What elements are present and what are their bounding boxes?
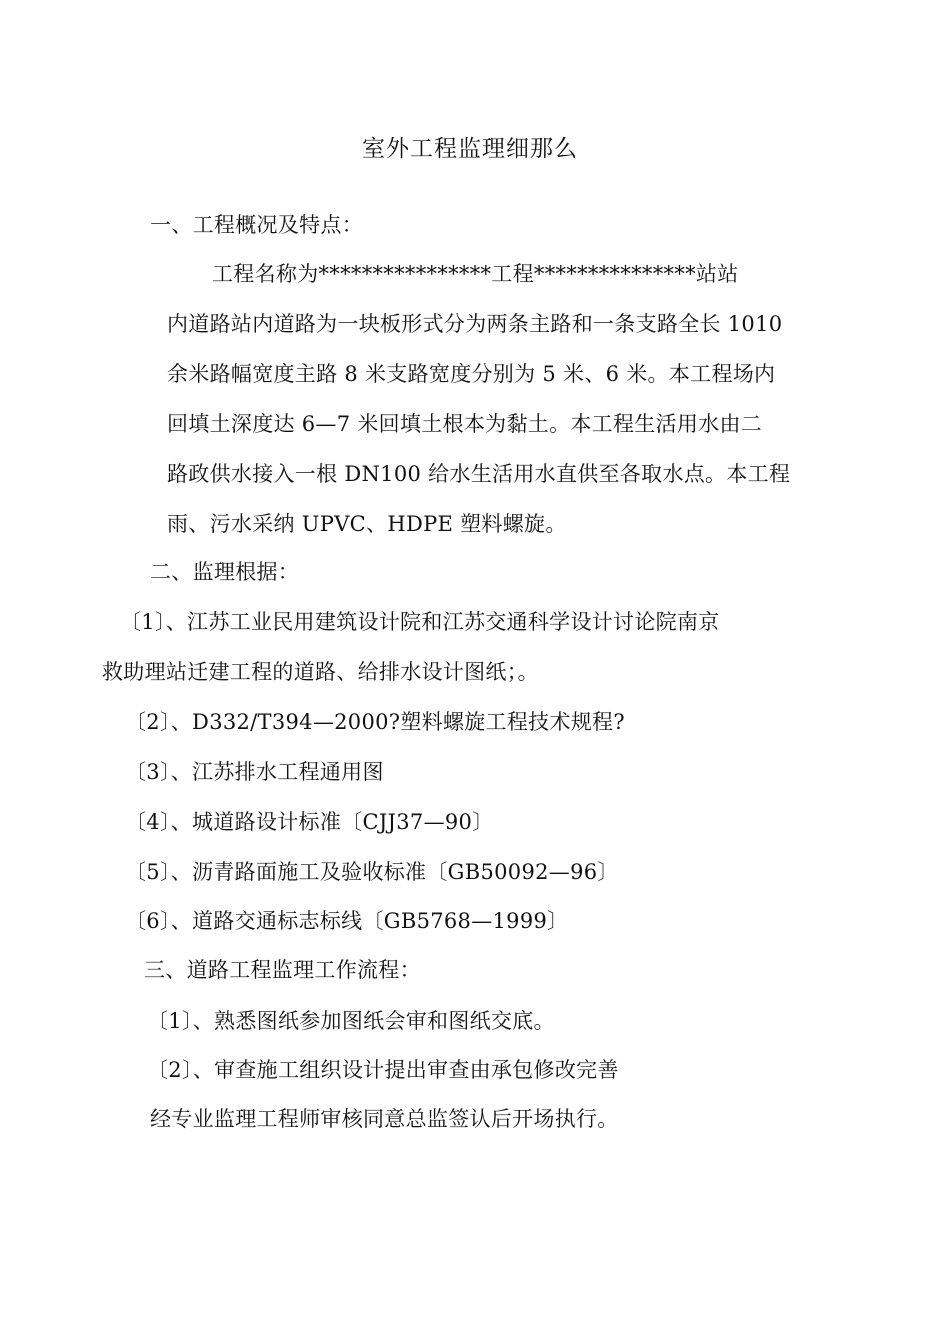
list-item-continuation: 经专业监理工程师审核同意总监签认后开场执行。 bbox=[150, 1107, 619, 1131]
paragraph-line: 路政供水接入一根 DN100 给水生活用水直供至各取水点。本工程 bbox=[167, 462, 791, 486]
section-heading: 二、监理根据： bbox=[150, 560, 300, 584]
paragraph-line: 余米路幅宽度主路 8 米支路宽度分别为 5 米、6 米。本工程场内 bbox=[167, 362, 776, 386]
list-item: 〔1〕、熟悉图纸参加图纸会审和图纸交底。 bbox=[147, 1009, 555, 1033]
list-item: 〔6〕、道路交通标志标线〔GB5768—1999〕 bbox=[125, 909, 569, 933]
section-heading: 一、工程概况及特点： bbox=[150, 213, 363, 237]
paragraph-line: 雨、污水采纳 UPVC、HDPE 塑料螺旋。 bbox=[167, 512, 567, 536]
section-heading: 三、道路工程监理工作流程： bbox=[144, 958, 421, 982]
list-item-continuation: 救助理站迁建工程的道路、给排水设计图纸；。 bbox=[102, 660, 539, 684]
list-item: 〔2〕、审查施工组织设计提出审查由承包修改完善 bbox=[147, 1058, 619, 1082]
list-item: 〔4〕、城道路设计标准〔CJJ37—90〕 bbox=[125, 810, 494, 834]
paragraph-line: 工程名称为****************工程***************站站 bbox=[212, 262, 739, 286]
list-item: 〔1〕、江苏工业民用建筑设计院和江苏交通科学设计讨论院南京 bbox=[120, 610, 720, 634]
list-item: 〔5〕、沥青路面施工及验收标准〔GB50092—96〕 bbox=[125, 860, 619, 884]
list-item: 〔2〕、D332/T394—2000?塑料螺旋工程技术规程? bbox=[125, 710, 625, 734]
list-item: 〔3〕、江苏排水工程通用图 bbox=[125, 760, 384, 784]
paragraph-line: 内道路站内道路为一块板形式分为两条主路和一条支路全长 1010 bbox=[167, 312, 783, 336]
document-title: 室外工程监理细那么 bbox=[362, 136, 578, 162]
paragraph-line: 回填土深度达 6—7 米回填土根本为黏土。本工程生活用水由二 bbox=[167, 412, 763, 436]
